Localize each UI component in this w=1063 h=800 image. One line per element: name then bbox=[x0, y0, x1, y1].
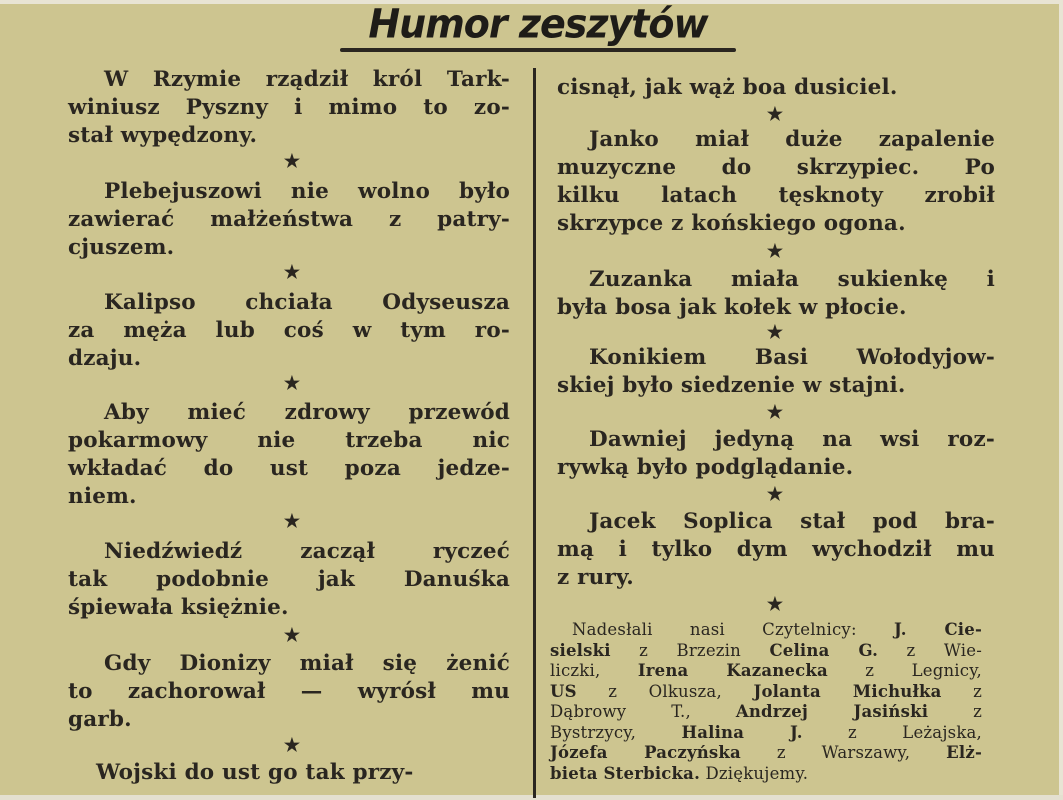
text-line: mą i tylko dym wychodził mu bbox=[557, 537, 995, 562]
text-line: pokarmowy nie trzeba nic bbox=[68, 428, 510, 453]
text-line: Gdy Dionizy miał się żenić bbox=[104, 651, 510, 676]
text-line: tak podobnie jak Danuśka bbox=[68, 567, 510, 592]
joke-paragraph bbox=[557, 426, 995, 482]
title-underline bbox=[340, 48, 736, 52]
credits-text: z Brzezin bbox=[610, 640, 770, 660]
text-line: garb. bbox=[68, 707, 132, 732]
credits-text: z Leżajska, bbox=[802, 722, 982, 742]
text-line: Plebejuszowi nie wolno było bbox=[104, 179, 510, 204]
joke-paragraph bbox=[68, 289, 510, 373]
text-line: to zachorował — wyrósł mu bbox=[68, 679, 510, 704]
text-line: Zuzanka miała sukienkę i bbox=[589, 267, 995, 292]
text-line: Jacek Soplica stał pod bra- bbox=[589, 509, 995, 534]
joke-paragraph bbox=[68, 178, 510, 262]
credits-line bbox=[550, 641, 982, 662]
text-line: cjuszem. bbox=[68, 235, 175, 260]
credits-line bbox=[550, 702, 982, 723]
reader-name: Halina J. bbox=[681, 722, 803, 742]
text-line: W Rzymie rządził król Tark- bbox=[104, 67, 510, 92]
reader-name: Elż- bbox=[946, 743, 982, 762]
text-line: Niedźwiedź zaczął ryczeć bbox=[104, 539, 510, 564]
text-line: Dawniej jedyną na wsi roz- bbox=[589, 427, 995, 452]
star-separator-icon: ★ bbox=[283, 262, 301, 283]
text-line: śpiewała księżnie. bbox=[68, 595, 289, 620]
scan-edge-bottom bbox=[0, 795, 1063, 800]
credits-line bbox=[572, 620, 982, 641]
joke-paragraph bbox=[557, 266, 995, 322]
text-line: kilku latach tęsknoty zrobił bbox=[557, 183, 995, 208]
credits-text: z Legnicy, bbox=[827, 661, 982, 680]
text-line: winiusz Pyszny i mimo to zo- bbox=[68, 95, 510, 120]
column-title: Humor zeszytów bbox=[368, 0, 708, 48]
credits-text: Dziękujemy. bbox=[700, 763, 809, 783]
star-separator-icon: ★ bbox=[766, 402, 784, 423]
text-line: cisnął, jak wąż boa dusiciel. bbox=[557, 75, 898, 100]
reader-name: Andrzej Jasiński bbox=[735, 702, 929, 721]
text-line: za męża lub coś w tym ro- bbox=[68, 318, 510, 343]
text-line: wkładać do ust poza jedze- bbox=[68, 456, 510, 481]
reader-credits bbox=[550, 620, 982, 784]
reader-name: Jolanta Michułka bbox=[753, 681, 942, 701]
text-line: rywką było podglądanie. bbox=[557, 455, 854, 480]
credits-text: z bbox=[928, 702, 982, 721]
credits-text: Nadesłali nasi Czytelnicy: bbox=[572, 620, 894, 639]
star-separator-icon: ★ bbox=[283, 373, 301, 394]
credits-line bbox=[550, 661, 982, 682]
reader-name: sielski bbox=[550, 640, 611, 660]
credits-text: Dąbrowy T., bbox=[550, 702, 736, 721]
text-line: niem. bbox=[68, 484, 137, 509]
joke-paragraph bbox=[68, 759, 498, 787]
star-separator-icon: ★ bbox=[766, 241, 784, 262]
text-line: zawierać małżeństwa z patry- bbox=[68, 207, 510, 232]
text-line: skiej było siedzenie w stajni. bbox=[557, 373, 906, 398]
credits-line bbox=[550, 682, 982, 703]
joke-paragraph bbox=[557, 126, 995, 238]
star-separator-icon: ★ bbox=[766, 594, 784, 615]
credits-line bbox=[550, 743, 982, 764]
text-line: Konikiem Basi Wołodyjow- bbox=[589, 345, 995, 370]
joke-paragraph bbox=[557, 74, 995, 102]
joke-paragraph bbox=[68, 66, 510, 150]
text-line: muzyczne do skrzypiec. Po bbox=[557, 155, 995, 180]
credits-text: z Warszawy, bbox=[740, 743, 947, 762]
text-line: Kalipso chciała Odyseusza bbox=[104, 290, 510, 315]
text-line: była bosa jak kołek w płocie. bbox=[557, 295, 907, 320]
credits-text: Bystrzycy, bbox=[550, 722, 682, 742]
text-line: Janko miał duże zapalenie bbox=[589, 127, 995, 152]
credits-text: z bbox=[941, 681, 983, 701]
joke-paragraph bbox=[557, 344, 995, 400]
star-separator-icon: ★ bbox=[766, 484, 784, 505]
credits-text: z Olkusza, bbox=[576, 681, 754, 701]
column-divider bbox=[533, 68, 536, 798]
reader-name: J. Cie- bbox=[894, 620, 982, 639]
joke-paragraph bbox=[68, 399, 510, 511]
text-line: dzaju. bbox=[68, 346, 142, 371]
text-line: skrzypce z końskiego ogona. bbox=[557, 211, 906, 236]
star-separator-icon: ★ bbox=[766, 322, 784, 343]
star-separator-icon: ★ bbox=[283, 511, 301, 532]
reader-name: Irena Kazanecka bbox=[637, 661, 828, 680]
star-separator-icon: ★ bbox=[283, 735, 301, 756]
credits-text: liczki, bbox=[550, 661, 638, 680]
credits-text: z Wie- bbox=[878, 640, 982, 660]
reader-name: Józefa Paczyńska bbox=[550, 743, 741, 762]
scan-edge-right bbox=[1059, 0, 1063, 800]
credits-line bbox=[550, 764, 982, 785]
credits-line bbox=[550, 723, 982, 744]
reader-name: Celina G. bbox=[769, 640, 879, 660]
reader-name: US bbox=[550, 681, 577, 701]
text-line: Wojski do ust go tak przy- bbox=[96, 760, 414, 785]
star-separator-icon: ★ bbox=[283, 625, 301, 646]
star-separator-icon: ★ bbox=[766, 104, 784, 125]
joke-paragraph bbox=[557, 508, 995, 592]
text-line: stał wypędzony. bbox=[68, 123, 258, 148]
text-line: z rury. bbox=[557, 565, 634, 590]
joke-paragraph bbox=[68, 650, 510, 734]
joke-paragraph bbox=[68, 538, 510, 622]
text-line: Aby mieć zdrowy przewód bbox=[104, 400, 510, 425]
star-separator-icon: ★ bbox=[283, 151, 301, 172]
reader-name: bieta Sterbicka. bbox=[550, 763, 701, 783]
